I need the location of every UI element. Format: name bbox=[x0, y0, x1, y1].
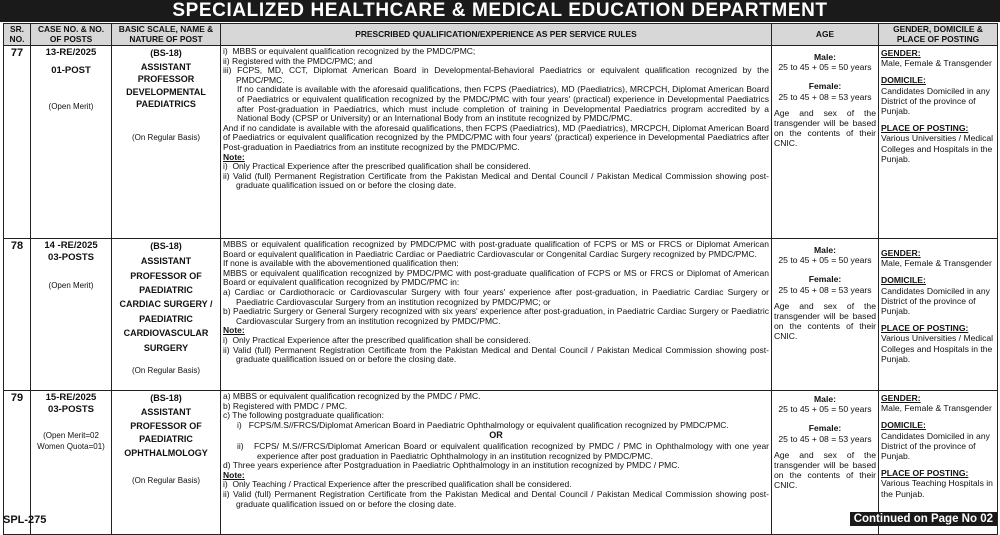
post-basis: (On Regular Basis) bbox=[131, 475, 201, 485]
domicile-label: DOMICILE: bbox=[881, 275, 926, 286]
male-label: Male: bbox=[814, 52, 836, 62]
posts-count: 03-POSTS bbox=[48, 404, 94, 415]
gender-label: GENDER: bbox=[881, 48, 921, 58]
qual-line: a) MBBS or equivalent qualification recognized by the PMDC / PMC. bbox=[223, 391, 481, 401]
qual-line: i) MBBS or equivalent qualification recognized by the PMDC/PMC; bbox=[223, 46, 476, 56]
continued-banner: Continued on Page No 02 bbox=[850, 512, 997, 526]
age-cell bbox=[772, 239, 879, 391]
qual-line: ii) FCPS/ M.S//FRCS/Diplomat American Board or equivalent qualification recognized by PMDC / PMC in Ophthalmology with one year experience after post graduation in Paediatric Ophthalmology in an institution recognized by PMDC/PMC. bbox=[237, 440, 769, 461]
merit-note: (Open Merit) bbox=[48, 281, 94, 290]
qualification-cell bbox=[221, 391, 772, 535]
note-line: i) Only Practical Experience after the prescribed qualification shall be considered. bbox=[223, 161, 531, 172]
posting-label: PLACE OF POSTING: bbox=[881, 323, 969, 334]
qual-line: And if no candidate is available with the aforesaid qualifications, then FCPS (Paediatrics), MD (Paediatrics), MRCPCH, Diplomat American Board of Paediatrics or equivalent qualification recognized by the PMDC/PMC with four years' (practical) experience in Developmental Paediatrics after Post-graduation in Paediatrics from an institute recognized by the PMDC/PMC. bbox=[223, 122, 769, 152]
transgender-note: Age and sex of the transgender will be based on the contents of their CNIC. bbox=[774, 449, 876, 491]
advert-code: SPL-275 bbox=[3, 514, 47, 526]
domicile-value: Candidates Domiciled in any District of the province of Punjab. bbox=[881, 430, 990, 462]
domicile-value: Candidates Domiciled in any District of the province of Punjab. bbox=[881, 285, 990, 317]
post-name: ASSISTANT PROFESSOR OF PAEDIATRIC OPHTHALMOLOGY bbox=[124, 407, 208, 458]
qual-line: If no candidate is available with the aforesaid qualifications, then FCPS (Paediatrics), MD (Paediatrics), MRCPCH, Diplomat American Board of Paediatrics or equivalent qualification recognized by the PMDC/PMC with four years' (practical) experience in Developmental Paediatrics after Post-graduation in Paediatrics, which must include completion of training in Developmental Paediatrics program accredited by a National Body (CPSP or University) or an International Body from an institute recognized by PMDC/PMC. bbox=[237, 84, 769, 124]
qualification-cell bbox=[221, 46, 772, 239]
male-label: Male: bbox=[814, 245, 836, 255]
qual-line: d) Three years experience after Postgraduation in Paediatric Ophthalmology in an institution recognized by PMDC / PMC. bbox=[223, 460, 680, 471]
quota-note: Women Quota=01) bbox=[37, 442, 105, 451]
gender-value: Male, Female & Transgender bbox=[881, 403, 992, 414]
note-line: ii) Valid (full) Permanent Registration Certificate from the Pakistan Medical and Dental Council / Pakistan Medical Commission showing post-graduate qualification issued on or before the closing date. bbox=[223, 488, 769, 509]
header-case: CASE NO. & NO. OF POSTS bbox=[31, 24, 112, 46]
posting-value: Various Universities / Medical Colleges and Hospitals in the Punjab. bbox=[881, 133, 994, 164]
qual-line: MBBS or equivalent qualification recognized by PMDC/PMC with post-graduate qualification of FCPS or MS or FRCS or Diplomat American Board or equivalent qualification in Paediatric Cardiac or Paediatric Cardiovascular or Congenital Cardiac Surgery recognized by PMDC/PMC. bbox=[223, 239, 769, 259]
note-line: i) Only Teaching / Practical Experience after the prescribed qualification shall be considered. bbox=[223, 479, 572, 490]
female-label: Female: bbox=[808, 81, 842, 92]
female-label: Female: bbox=[808, 274, 842, 285]
posting-value: Various Universities / Medical Colleges and Hospitals in the Punjab. bbox=[881, 333, 994, 364]
note-line: ii) Valid (full) Permanent Registration Certificate from the Pakistan Medical and Dental Council / Pakistan Medical Commission showing post-graduate qualification issued on or before the closing date. bbox=[223, 170, 769, 191]
posts-count: 01-POST bbox=[51, 65, 91, 76]
case-no: 15-RE/2025 bbox=[45, 392, 97, 403]
sr-no: 79 bbox=[4, 391, 31, 535]
header-sr: SR. NO. bbox=[4, 24, 31, 46]
note-label: Note: bbox=[223, 325, 245, 336]
gender-label: GENDER: bbox=[881, 393, 921, 403]
qual-line: ii) Registered with the PMDC/PMC; and bbox=[223, 55, 373, 66]
or-separator: OR bbox=[489, 430, 503, 441]
transgender-note: Age and sex of the transgender will be based on the contents of their CNIC. bbox=[774, 300, 876, 342]
table-row bbox=[4, 391, 998, 535]
domicile-label: DOMICILE: bbox=[881, 75, 926, 86]
domicile-label: DOMICILE: bbox=[881, 420, 926, 431]
header-gender: GENDER, DOMICILE & PLACE OF POSTING bbox=[879, 24, 998, 46]
header-age: AGE bbox=[772, 24, 879, 46]
post-cell bbox=[112, 239, 221, 391]
qual-line: b) Registered with PMDC / PMC. bbox=[223, 400, 348, 411]
posting-value: Various Teaching Hospitals in the Punjab. bbox=[881, 478, 993, 499]
female-label: Female: bbox=[808, 423, 842, 434]
gender-cell bbox=[879, 46, 998, 239]
post-basis: (On Regular Basis) bbox=[131, 366, 201, 376]
male-age: 25 to 45 + 05 = 50 years bbox=[778, 62, 872, 73]
table-row bbox=[4, 239, 998, 391]
page-title: SPECIALIZED HEALTHCARE & MEDICAL EDUCATION DEPARTMENT bbox=[0, 0, 1000, 22]
male-label: Male: bbox=[814, 394, 836, 404]
qual-line: i) FCPS/M.S//FRCS/Diplomat American Board in Paediatric Ophthalmology or equivalent qualification recognized by PMDC/PMC. bbox=[237, 419, 729, 430]
case-cell bbox=[31, 391, 112, 535]
header-scale: BASIC SCALE, NAME & NATURE OF POST bbox=[112, 24, 221, 46]
age-cell bbox=[772, 46, 879, 239]
basic-scale: (BS-18) bbox=[150, 393, 182, 403]
basic-scale: (BS-18) bbox=[150, 48, 182, 58]
note-line: ii) Valid (full) Permanent Registration Certificate from the Pakistan Medical and Dental Council / Pakistan Medical Commission showing post-graduate qualification issued on or before the closing date. bbox=[223, 344, 769, 365]
merit-note: (Open Merit) bbox=[48, 102, 94, 111]
male-age: 25 to 45 + 05 = 50 years bbox=[778, 404, 872, 415]
posting-label: PLACE OF POSTING: bbox=[881, 468, 969, 479]
female-age: 25 to 45 + 08 = 53 years bbox=[778, 433, 872, 444]
qual-line: If none is available with the abovementioned qualification then: bbox=[223, 258, 459, 269]
qual-line: b) Paediatric Surgery or General Surgery recognized with six years' experience after post-graduation, in Paediatric Cardiac Surgery or Paediatric Cardiovascular Surgery from an institution recognized by PMDC/PMC. bbox=[223, 306, 769, 326]
qual-line: iii) FCPS, MD, CCT, Diplomat American Board in Developmental-Behavioral Paediatrics or equivalent qualification recognized by the PMDC/PMC. bbox=[223, 65, 769, 85]
basic-scale: (BS-18) bbox=[150, 241, 182, 251]
gender-value: Male, Female & Transgender bbox=[881, 58, 992, 69]
gender-value: Male, Female & Transgender bbox=[881, 258, 992, 269]
merit-note: (Open Merit=02 bbox=[43, 431, 99, 440]
case-no: 13-RE/2025 bbox=[45, 47, 97, 58]
case-cell bbox=[31, 239, 112, 391]
gender-label: GENDER: bbox=[881, 248, 921, 258]
qualification-cell bbox=[221, 239, 772, 391]
note-label: Note: bbox=[223, 469, 245, 480]
gender-cell bbox=[879, 239, 998, 391]
post-cell bbox=[112, 46, 221, 239]
posting-label: PLACE OF POSTING: bbox=[881, 123, 969, 134]
transgender-note: Age and sex of the transgender will be based on the contents of their CNIC. bbox=[774, 107, 876, 149]
post-name: ASSISTANT PROFESSOR DEVELOPMENTAL PAEDIATRICS bbox=[126, 62, 206, 109]
table-header-row bbox=[4, 24, 998, 46]
table-row bbox=[4, 46, 998, 239]
posts-count: 03-POSTS bbox=[48, 252, 94, 263]
header-qualification: PRESCRIBED QUALIFICATION/EXPERIENCE AS PER SERVICE RULES bbox=[221, 24, 772, 46]
domicile-value: Candidates Domiciled in any District of the province of Punjab. bbox=[881, 85, 990, 117]
case-cell bbox=[31, 46, 112, 239]
sr-no: 77 bbox=[4, 46, 31, 239]
post-basis: (On Regular Basis) bbox=[131, 133, 201, 143]
note-label: Note: bbox=[223, 151, 245, 162]
posts-table bbox=[3, 23, 998, 535]
qual-line: c) The following postgraduate qualification: bbox=[223, 410, 384, 421]
case-no: 14 -RE/2025 bbox=[44, 240, 98, 251]
male-age: 25 to 45 + 05 = 50 years bbox=[778, 255, 872, 266]
qual-line: MBBS or equivalent qualification recognized by PMDC/PMC with post-graduate qualification of FCPS or MS or FRCS or Diplomat of American Board or equivalent qualification recognized by PMDC/PMC in: bbox=[223, 267, 769, 288]
female-age: 25 to 45 + 08 = 53 years bbox=[778, 284, 872, 295]
female-age: 25 to 45 + 08 = 53 years bbox=[778, 91, 872, 102]
sr-no: 78 bbox=[4, 239, 31, 391]
post-name: ASSISTANT PROFESSOR OF PAEDIATRIC CARDIAC SURGERY / PAEDIATRIC CARDIOVASCULAR SURGERY bbox=[119, 256, 213, 353]
qual-line: a) Cardiac or Cardiothoracic or Cardiovascular Surgery with four years' experience after post-graduation, in Paediatric Cardiac Surgery or Paediatric Cardiovascular Surgery from an institution recognized by PMDC/PMC; or bbox=[223, 286, 769, 307]
post-cell bbox=[112, 391, 221, 535]
note-line: i) Only Practical Experience after the prescribed qualification shall be considered. bbox=[223, 334, 531, 345]
